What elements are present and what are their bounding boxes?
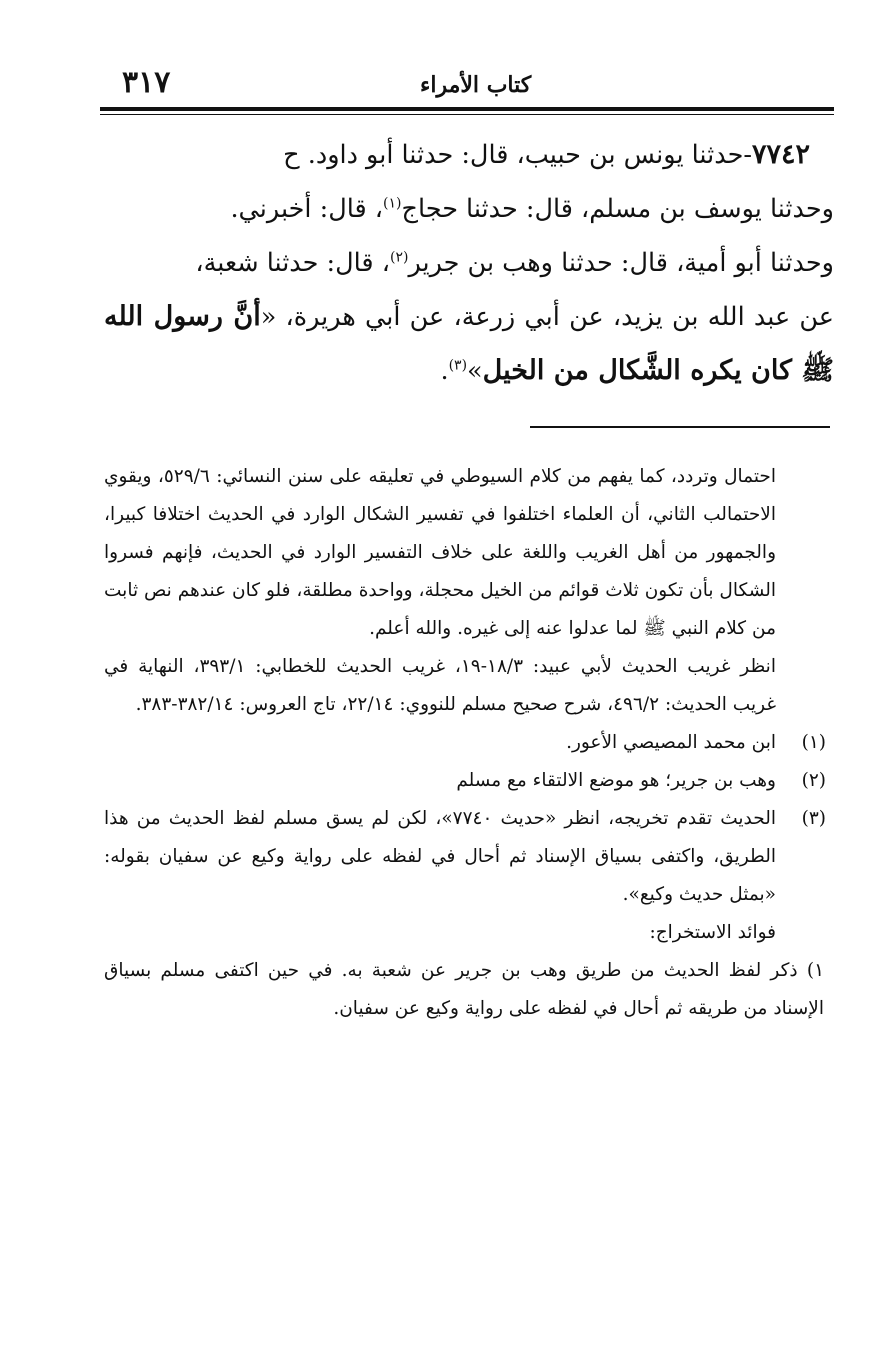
hadith-chain-2a: وحدثنا يوسف بن مسلم، قال: حدثنا حجاج [401, 194, 834, 224]
hadith-end: . [440, 356, 449, 386]
footnote-item [104, 762, 834, 800]
footnote-continuation: احتمال وتردد، كما يفهم من كلام السيوطي في تعليقه على سنن النسائي: ٥٢٩/٦، ويقوي الاحتمالب الثاني، أن العلماء اختلفوا في تفسير الشكال الوارد في الحديث اختلافا كبيرا، والجمهور من أهل الغريب واللغة على خلاف التفسير الوارد في الحديث، فإنهم فسروا الشكال بأن تكون ثلاث قوائم من الخيل محجلة، وواحدة مطلقة، فلو كان عندهم نص ثابت من كلام النبي ﷺ لما عدلوا عنه إلى غيره. والله أعلم. [104, 466, 776, 639]
footnote-text: الحديث تقدم تخريجه، انظر «حديث ٧٧٤٠»، لكن لم يسق مسلم لفظ الحديث من هذا الطريق، واكتفى بسياق الإسناد ثم أحال في لفظه على رواية وكيع عن سفيان بقوله: «بمثل حديث وكيع». [104, 808, 776, 905]
benefits-title: فوائد الاستخراج: [649, 922, 776, 943]
hadith-matn-close: » [467, 356, 483, 386]
footnote-text: ابن محمد المصيصي الأعور. [566, 732, 776, 753]
page-header [100, 62, 834, 106]
footnote-marker-3: (٣) [448, 357, 468, 374]
hadith-matn: أنَّ رسول الله ﷺ كان يكره الشَّكال من الخيل [104, 301, 834, 386]
footnote-item [104, 724, 834, 762]
footnote-item [104, 800, 834, 914]
header-rule-thick [100, 107, 834, 111]
hadith-line-4 [104, 290, 834, 398]
hadith-chain-4: عن عبد الله بن يزيد، عن أبي زرعة، عن أبي هريرة، « [260, 302, 835, 332]
running-title: كتاب الأمراء [420, 72, 532, 98]
hadith-line-2 [104, 182, 834, 236]
footnotes [104, 458, 834, 1028]
hadith-number: ٧٧٤٢ [751, 139, 810, 170]
hadith-chain-1: -حدثنا يونس بن حبيب، قال: حدثنا أبو داود. ح [283, 140, 752, 170]
footnote-number: (٢) [801, 770, 826, 791]
hadith-chain-3a: وحدثنا أبو أمية، قال: حدثنا وهب بن جرير [408, 248, 834, 278]
hadith-line-3 [104, 236, 834, 290]
footnote-separator [530, 426, 830, 428]
footnote-number: (١) [801, 732, 826, 753]
hadith-line-1 [104, 128, 834, 182]
footnote-marker-1: (١) [383, 195, 402, 212]
benefit-item: ١) ذكر لفظ الحديث من طريق وهب بن جرير عن شعبة به. في حين اكتفى مسلم بسياق الإسناد من طريقه ثم أحال في لفظه على رواية وكيع عن سفيان. [104, 960, 824, 1019]
header-rule-thin [100, 114, 834, 115]
footnote-text: وهب بن جرير؛ هو موضع الالتقاء مع مسلم [456, 770, 776, 791]
hadith-body [104, 128, 834, 398]
footnote-marker-2: (٢) [389, 249, 409, 266]
hadith-chain-2b: ، قال: أخبرني. [230, 194, 384, 224]
page-number: ٣١٧ [122, 65, 171, 100]
footnote-references: انظر غريب الحديث لأبي عبيد: ١٨/٣-١٩، غريب الحديث للخطابي: ٣٩٣/١، النهاية في غريب الحديث: ٤٩٦/٢، شرح صحيح مسلم للنووي: ٢٢/١٤، تاج العروس: ٣٨٢/١٤-٣٨٣. [104, 656, 776, 715]
hadith-chain-3b: ، قال: حدثنا شعبة، [195, 248, 390, 278]
footnote-number: (٣) [801, 808, 826, 829]
